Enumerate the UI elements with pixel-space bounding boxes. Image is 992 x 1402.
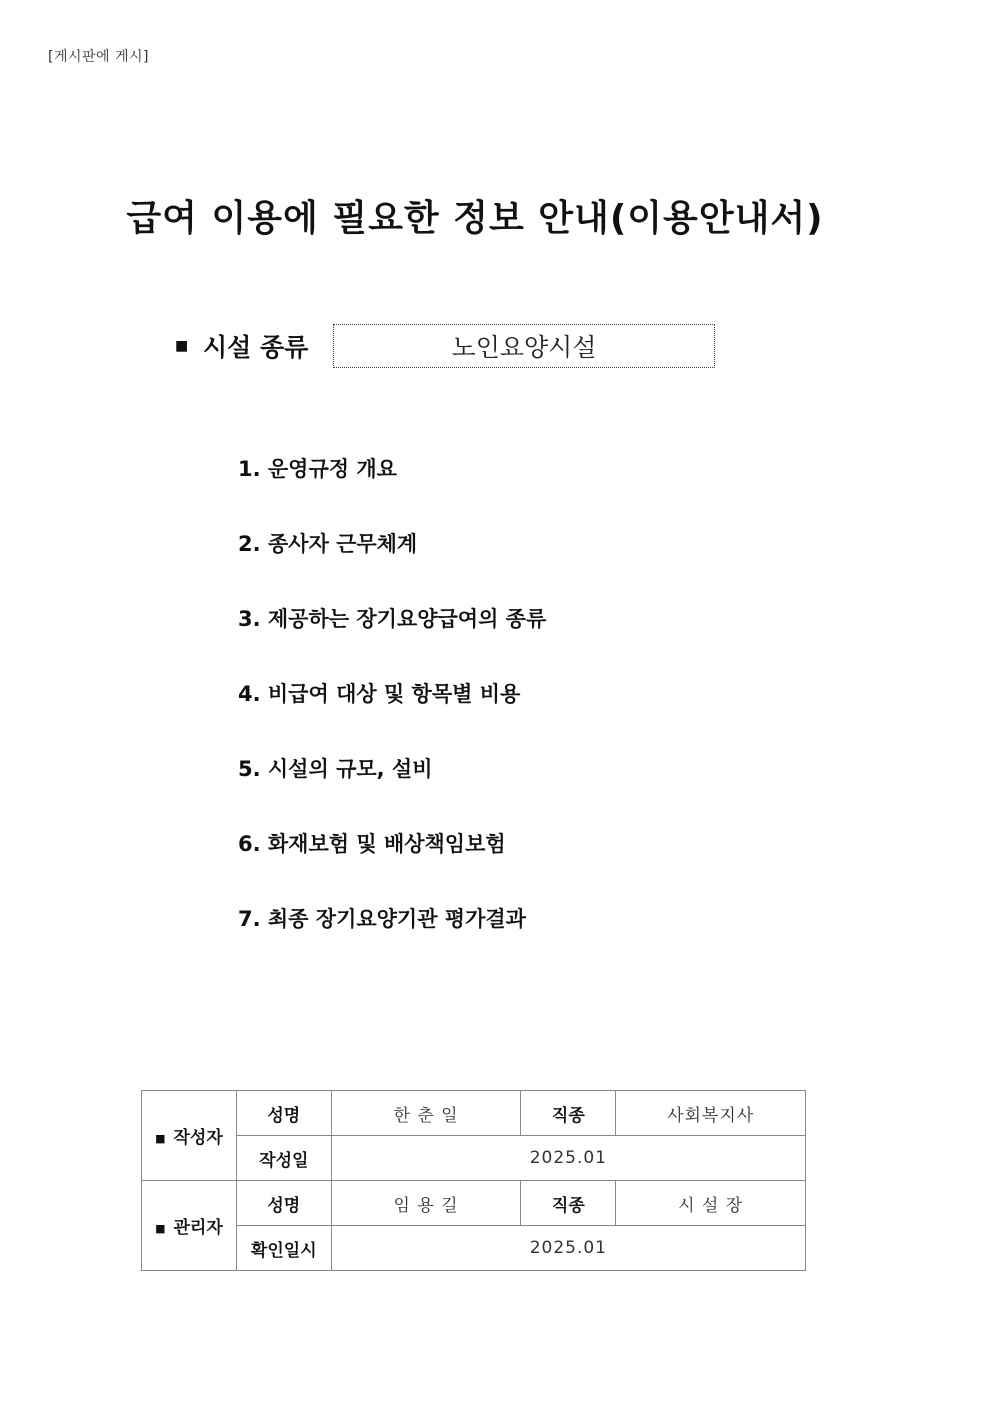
author-date-label: 작성일: [236, 1136, 331, 1181]
table-row: [142, 1181, 806, 1226]
facility-type-value: 노인요양시설: [333, 324, 715, 368]
toc-item-care-benefit-types: 3. 제공하는 장기요양급여의 종류: [238, 607, 547, 631]
toc-item-staff-schedule: 2. 종사자 근무체계: [238, 532, 418, 556]
table-row: [142, 1091, 806, 1136]
table-of-contents: [238, 453, 546, 978]
board-posting-tag: [게시판에 게시]: [48, 49, 150, 65]
facility-type-label: 시설 종류: [203, 333, 309, 362]
author-name-value: 한 춘 일: [331, 1091, 521, 1136]
author-manager-table: [141, 1090, 806, 1271]
author-job-value: 사회복지사: [616, 1091, 806, 1136]
manager-job-value: 시 설 장: [616, 1181, 806, 1226]
toc-item-evaluation-result: 7. 최종 장기요양기관 평가결과: [238, 907, 526, 931]
manager-date-value: 2025.01: [331, 1226, 805, 1271]
document-title: 급여 이용에 필요한 정보 안내(이용안내서): [126, 198, 824, 239]
toc-item-insurance: 6. 화재보험 및 배상책임보험: [238, 832, 506, 856]
square-bullet-icon: ■: [175, 338, 189, 354]
square-bullet-icon: ■: [155, 1221, 166, 1235]
author-date-value: 2025.01: [331, 1136, 805, 1181]
table-row: [142, 1136, 806, 1181]
author-name-label: 성명: [236, 1091, 331, 1136]
toc-item-facility-scale: 5. 시설의 규모, 설비: [238, 757, 433, 781]
facility-type-row: [175, 323, 715, 369]
author-job-label: 직종: [521, 1091, 616, 1136]
manager-name-label: 성명: [236, 1181, 331, 1226]
manager-date-label: 확인일시: [236, 1226, 331, 1271]
toc-item-non-covered-costs: 4. 비급여 대상 및 항목별 비용: [238, 682, 521, 706]
manager-section-cell: [142, 1181, 237, 1271]
table-row: [142, 1226, 806, 1271]
square-bullet-icon: ■: [155, 1131, 166, 1145]
author-section-cell: [142, 1091, 237, 1181]
manager-name-value: 임 용 길: [331, 1181, 521, 1226]
toc-item-operating-rules: 1. 운영규정 개요: [238, 457, 397, 481]
manager-section-label: 관리자: [173, 1218, 223, 1238]
manager-job-label: 직종: [521, 1181, 616, 1226]
author-section-label: 작성자: [173, 1128, 223, 1148]
